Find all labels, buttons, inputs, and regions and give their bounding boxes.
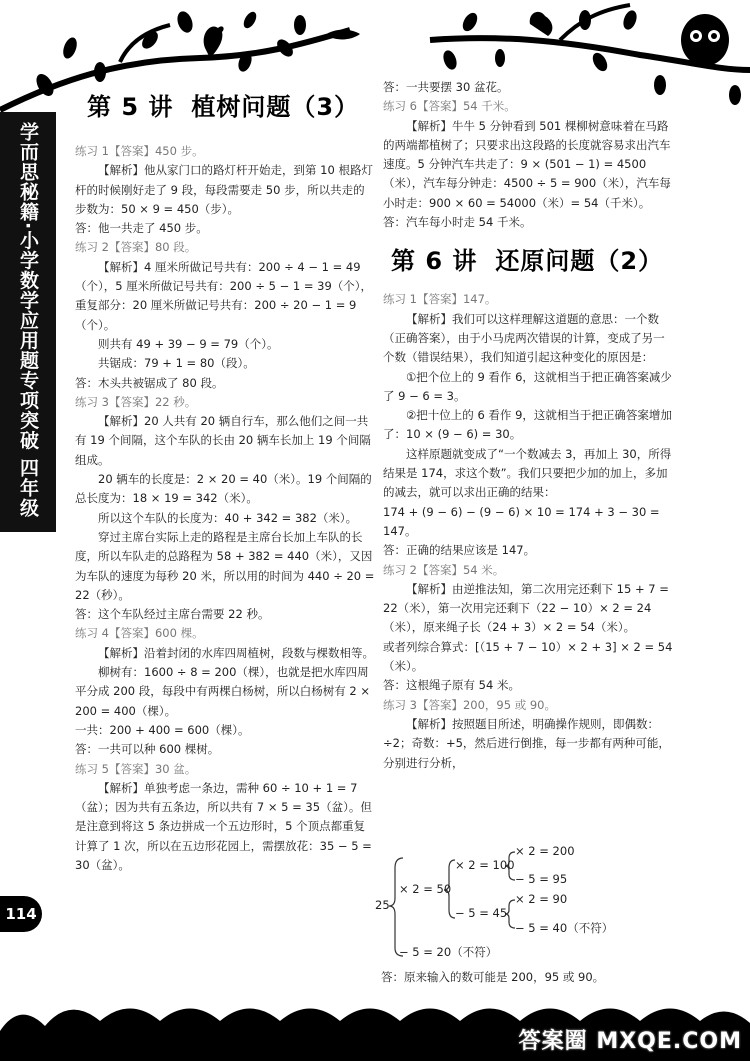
answer-line: 答：一共要摆 30 盆花。 [383, 80, 509, 94]
body-line: 共锯成：79 + 1 = 80（段）。 [98, 356, 255, 371]
tree-node: − 5 = 95 [515, 872, 568, 886]
exercise-answer: 练习 2【答案】54 米。 [383, 562, 505, 577]
body-line: 则共有 49 + 39 − 9 = 79（个）。 [98, 336, 279, 351]
exercise-answer: 练习 5【答案】30 盆。 [75, 761, 197, 776]
tree-node: × 2 = 50 [399, 882, 452, 896]
analysis-paragraph: 【解析】按照题目所述，明确操作规则，即偶数：÷2；奇数：+5，然后进行倒推，每一步都有两种可能，分别进行分析， [383, 716, 670, 770]
analysis-paragraph: 【解析】他从家门口的路灯杆开始走，到第 10 根路灯杆的时候刚好走了 9 段，每段需要走 50 步，所以共走的步数为：50 × 9 = 450（步）。 [75, 163, 373, 216]
lesson-5-title [87, 92, 375, 122]
lesson-6-number: 第 6 讲 [391, 247, 478, 276]
exercise-answer: 练习 4【答案】600 棵。 [75, 626, 204, 641]
watermark: 答案圈 MXQE.COM [518, 1029, 742, 1054]
tree-node: − 5 = 40（不符） [515, 921, 614, 935]
formula-line: 或者列综合算式：[（15 + 7 − 10）× 2 + 3] × 2 = 54（米）。 [383, 639, 673, 674]
formula-line: 174 + (9 − 6) − (9 − 6) × 10 = 174 + 3 − 30 = 147。 [383, 504, 660, 538]
answer-line: 答：正确的结果应该是 147。 [383, 543, 536, 558]
body-line: 20 辆车的长度是：2 × 20 = 40（米）。19 个间隔的总长度为：18 × 19 = 342（米）。 [75, 472, 372, 506]
answer-line: 答：木头共被锯成了 80 段。 [75, 375, 224, 390]
body-line: 穿过主席台实际上走的路程是主席台长加上车队的长度，所以车队走的总路程为 58 + 382 = 440（米），又因为车队的速度为每秒 20 米，所以用的时间为 440 ÷ 20 = 22（秒）。 [75, 529, 375, 602]
answer-line: 答：这根绳子原有 54 米。 [383, 678, 520, 693]
tree-node: × 2 = 100 [455, 858, 515, 872]
lesson-6-name: 还原问题（2） [495, 247, 664, 276]
exercise-answer: 练习 2【答案】80 段。 [75, 240, 197, 255]
analysis-paragraph: 【解析】沿着封闭的水库四周植树，段数与棵数相等。 [98, 645, 374, 660]
analysis-paragraph: 【解析】我们可以这样理解这道题的意思：一个数（正确答案），由于小马虎两次错误的计算，变成了另一个数（错误结果），我们知道引起这种变化的原因是： [383, 311, 665, 365]
body-line: 一共：200 + 400 = 600（棵）。 [75, 722, 250, 737]
answer-line: 答：他一共走了 450 步。 [75, 221, 208, 236]
tree-node: − 5 = 20（不符） [399, 945, 498, 959]
body-line: 这样原题就变成了“一个数减去 3，再加上 30，所得结果是 174，求这个数”。我们只要把少加的加上，多加的减去，就可以求出正确的结果： [383, 446, 672, 500]
body-line: 所以这个车队的长度为：40 + 342 = 382（米）。 [98, 510, 358, 525]
exercise-answer: 练习 3【答案】22 秒。 [75, 394, 197, 409]
tree-node: − 5 = 45 [455, 906, 508, 920]
lesson-6-title [391, 246, 675, 276]
tree-node: × 2 = 200 [515, 844, 575, 858]
analysis-paragraph: 【解析】4 厘米所做记号共有：200 ÷ 4 − 1 = 49（个），5 厘米所做记号共有：200 ÷ 5 − 1 = 39（个），重复部分：20 厘米所做记号共有：200 ÷ 20 − 1 = 9（个）。 [75, 259, 373, 332]
answer-line: 答：一共可以种 600 棵树。 [75, 742, 220, 757]
reverse-tree-diagram [375, 844, 681, 966]
answer-line: 答：这个车队经过主席台需要 22 秒。 [75, 607, 270, 622]
analysis-paragraph: 【解析】牛牛 5 分钟看到 501 棵柳树意味着在马路的两端都植树了；只要求出这段路的长度就容易求出汽车速度。5 分钟汽车共走了：9 × (501 − 1) = 4500（米），汽车每分钟走：4500 ÷ 5 = 900（米），汽车每小时走：900 × 60 = 54000（米）= 54（千米）。 [383, 118, 671, 210]
analysis-paragraph: 【解析】单独考虑一条边，需种 60 ÷ 10 + 1 = 7（盆）；因为共有五条边，所以共有 7 × 5 = 35（盆）。但是注意到将这 5 条边拼成一个五边形时，5 个顶点都重复计算了 1 次，所以在五边形花园上，需摆放花：35 − 5 = 30（盆）。 [75, 780, 372, 872]
analysis-paragraph: 【解析】由逆推法知，第二次用完还剩下 15 + 7 = 22（米），第一次用完还剩下（22 − 10）× 2 = 24（米），原来绳子长（24 + 3）× 2 = 54（米）。 [383, 581, 669, 635]
lesson-5-name: 植树问题（3） [191, 93, 360, 121]
body-line: 柳树有：1600 ÷ 8 = 200（棵），也就是把水库四周平分成 200 段，每段中有两棵白杨树，所以白杨树有 2 × 200 = 400（棵）。 [75, 665, 371, 718]
page-number: 114 [0, 896, 42, 932]
exercise-answer: 练习 1【答案】450 步。 [75, 144, 204, 158]
right-column [383, 78, 675, 773]
exercise-answer: 练习 1【答案】147。 [383, 292, 497, 307]
tree-root: 25 [375, 898, 390, 912]
exercise-answer: 练习 3【答案】200，95 或 90。 [383, 697, 556, 712]
body-line: ①把个位上的 9 看作 6，这就相当于把正确答案减少了 9 − 6 = 3。 [383, 369, 672, 403]
left-column [75, 92, 375, 875]
lesson-5-number: 第 5 讲 [87, 93, 174, 121]
answer-line: 答：原来输入的数可能是 200，95 或 90。 [381, 970, 605, 984]
answer-line: 答：汽车每小时走 54 千米。 [383, 215, 532, 230]
book-series-sidebar [0, 112, 56, 532]
exercise-answer: 练习 6【答案】54 千米。 [383, 99, 516, 114]
analysis-paragraph: 【解析】20 人共有 20 辆自行车，那么他们之间一共有 19 个间隔，这个车队的长由 20 辆车长加上 19 个间隔组成。 [75, 414, 371, 467]
tree-node: × 2 = 90 [515, 892, 568, 906]
body-line: ②把十位上的 6 看作 9，这就相当于把正确答案增加了：10 × (9 − 6) = 30。 [383, 408, 672, 442]
series-title: 学而思秘籍·小学数学应用题专项突破 四年级 [17, 122, 39, 518]
